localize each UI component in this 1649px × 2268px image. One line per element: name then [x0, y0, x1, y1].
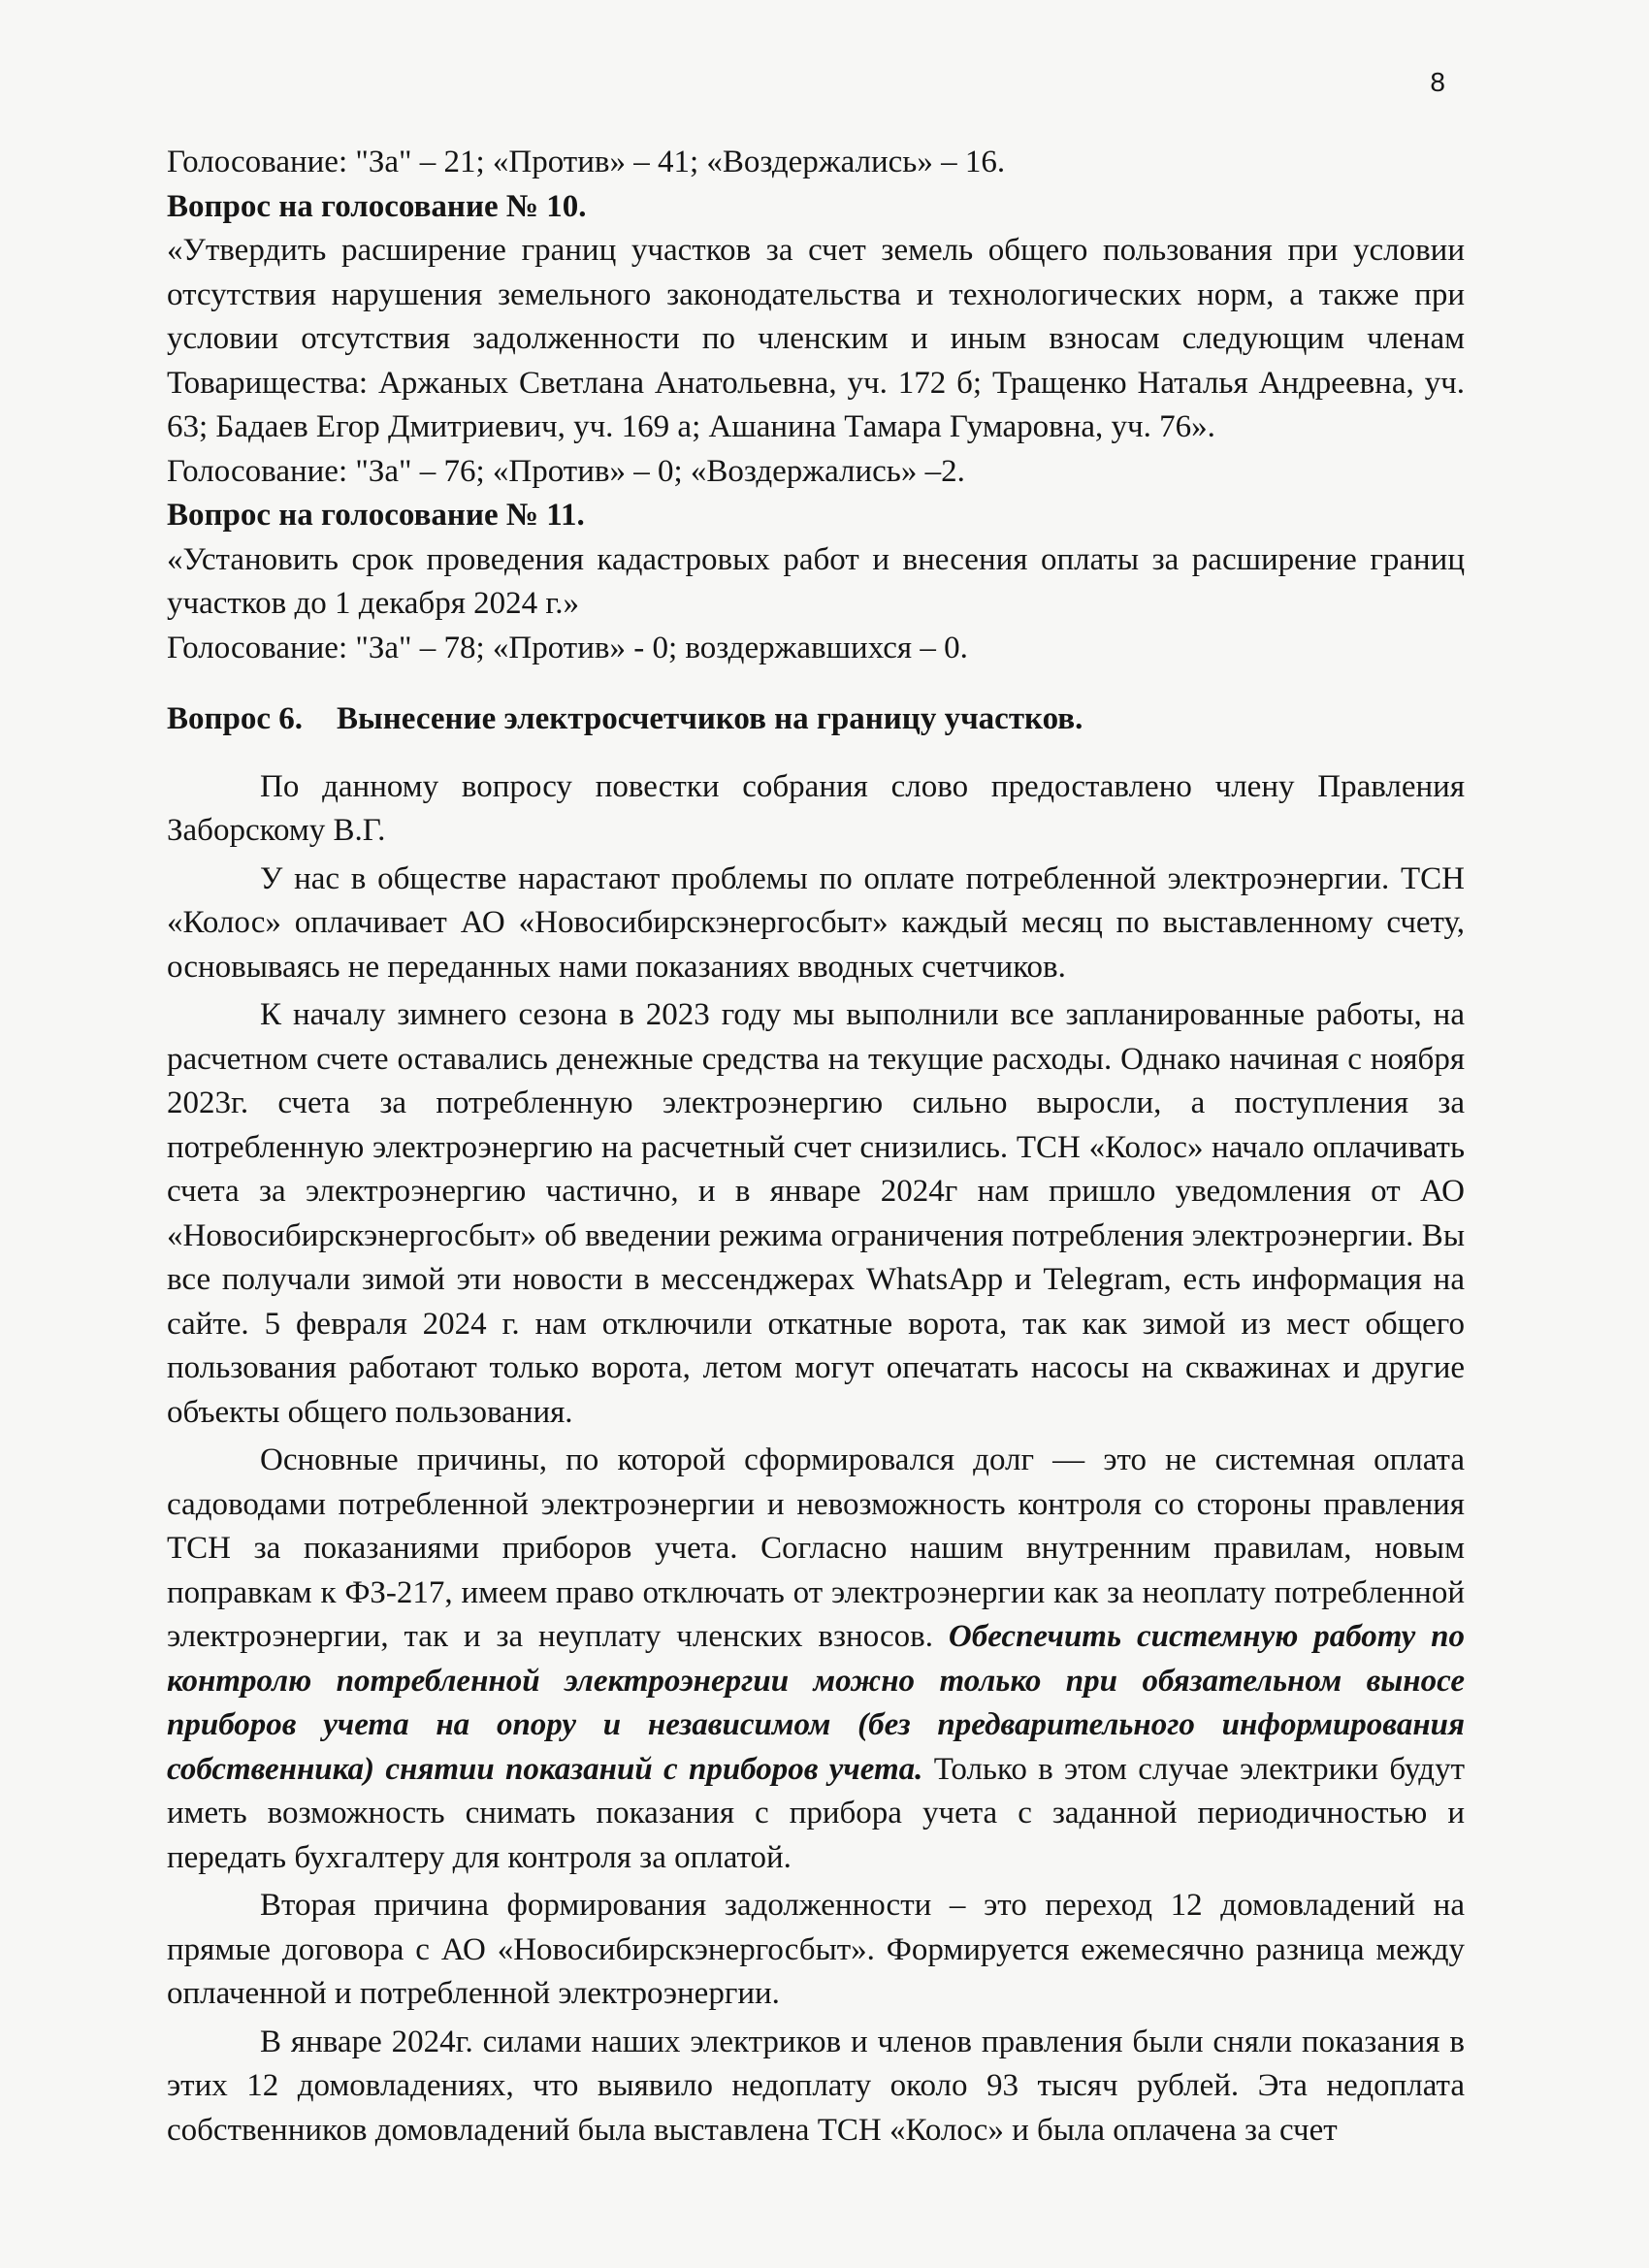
q10-text: «Утвердить расширение границ участков за счет земель общего пользования при условии отсутствия нарушения земельного законодательства и технологических норм, а также при условии отсутствия задолженности по членским и иным взносам следующим членам Товарищества: Аржаных Светлана Анатольевна, уч. 172 б; Тращенко Наталья Андреевна, уч. 63; Бадаев Егор Дмитриевич, уч. 169 а; Ашанина Тамара Гумаровна, уч. 76». — [167, 233, 1465, 444]
q10-heading: Вопрос на голосование № 10. — [167, 188, 587, 224]
paragraph-2: У нас в обществе нарастают проблемы по оплате потребленной электроэнергии. ТСН «Колос» оплачивает АО «Новосибирскэнергосбыт» каждый месяц по выставленному счету, основываясь не переданных нами показаниях вводных счетчиков. — [167, 860, 1465, 985]
q11-heading: Вопрос на голосование № 11. — [167, 498, 585, 533]
q11-text: «Установить срок проведения кадастровых работ и внесения оплаты за расширение границ участков до 1 декабря 2024 г.» — [167, 541, 1465, 621]
q11-voting-result: Голосование: "За" – 78; «Против» - 0; воздержавшихся – 0. — [167, 630, 968, 665]
paragraph-4-start: Основные причины, по которой сформировался долг — это не системная оплата садоводами потребленной электроэнергии и невозможность контроля со стороны правления ТСН за показаниями приборов учета. Согласно нашим внутренним правилам, новым поправкам к ФЗ-217, имеем право отключать от электроэнергии как за неоплату потребленной электроэнергии, так и за неуплату членских взносов. — [167, 1442, 1465, 1654]
section-6-title: Вынесение электросчетчиков на границу участков. — [337, 701, 1083, 736]
paragraph-3: К началу зимнего сезона в 2023 году мы выполнили все запланированные работы, на расчетном счете оставались денежные средства на текущие расходы. Однако начиная с ноября 2023г. счета за потребленную электроэнергию сильно выросли, а поступления за потребленную электроэнергию на расчетный счет снизились. ТСН «Колос» начало оплачивать счета за электроэнергию частично, и в январе 2024г нам пришло уведомления от АО «Новосибирскэнергосбыт» об введении режима ограничения потребления электроэнергии. Вы все получали зимой эти новости в мессенджерах WhatsApp и Telegram, есть информация на сайте. 5 февраля 2024 г. нам отключили откатные ворота, так как зимой из мест общего пользования работают только ворота, летом могут опечатать насосы на скважинах и другие объекты общего пользования. — [167, 997, 1465, 1430]
q10-voting-result: Голосование: "За" – 76; «Против» – 0; «Воздержались» –2. — [167, 453, 965, 489]
section-6-number: Вопрос 6. — [167, 701, 304, 736]
paragraph-4-end: Только в этом случае электрики будут иметь возможность снимать показания с прибора учета с заданной периодичностью и передать бухгалтеру для контроля за оплатой. — [167, 1751, 1466, 1875]
paragraph-1: По данному вопросу повестки собрания слово предоставлено члену Правления Заборскому В.Г. — [167, 768, 1465, 848]
paragraph-6: В январе 2024г. силами наших электриков и членов правления были сняли показания в этих 12 домовладениях, что выявило недоплату около 93 тысяч рублей. Эта недоплата собственников домовладений была выставлена ТСН «Колос» и была оплачена за счет — [167, 2024, 1465, 2148]
section-6-heading — [167, 697, 1465, 742]
page-number: 8 — [1430, 67, 1445, 97]
paragraph-4 — [167, 1439, 1465, 1880]
paragraph-4-emphasis: Обеспечить системную работу по контролю потребленной электроэнергии можно только при обязательном выносе приборов учета на опору и независимом (без предварительного информирования собственника) снятии показаний с приборов учета. — [167, 1619, 1465, 1787]
paragraph-5: Вторая причина формирования задолженности – это переход 12 домовладений на прямые договора с АО «Новосибирскэнергосбыт». Формируется ежемесячно разница между оплаченной и потребленной электроэнергии. — [167, 1888, 1465, 2011]
q9-voting-result: Голосование: "За" – 21; «Против» – 41; «Воздержались» – 16. — [167, 145, 1006, 179]
